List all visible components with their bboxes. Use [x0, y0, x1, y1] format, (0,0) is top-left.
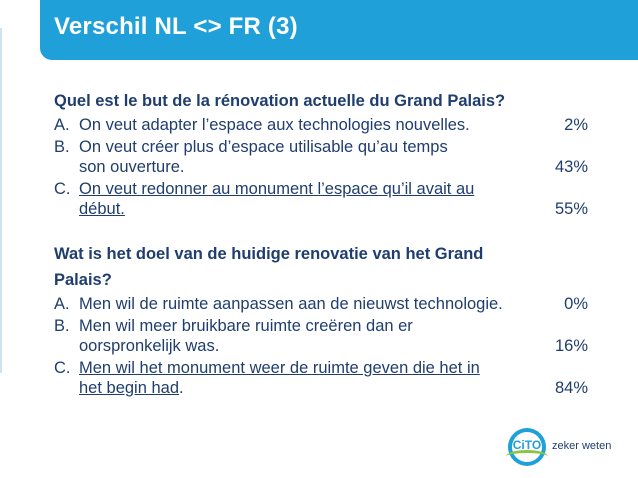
option-fr-a [54, 115, 594, 135]
option-letter: C. [54, 180, 71, 198]
option-text: Men wil de ruimte aanpassen aan de nieuwst technologie. [79, 295, 503, 313]
option-text-line2: oorspronkelijk was. [79, 337, 220, 355]
slide-title: Verschil NL <> FR (3) [54, 13, 298, 40]
cito-logo [508, 428, 546, 466]
option-percentage: 16% [554, 337, 588, 355]
option-text-line2: son ouverture. [79, 158, 185, 176]
option-text-line2: début. [79, 200, 125, 218]
question-nl-line1: Wat is het doel van de huidige renovatie van het Grand [54, 245, 484, 263]
left-divider [0, 28, 2, 373]
option-text-line1: Men wil meer bruikbare ruimte creëren dan er [79, 317, 413, 335]
option-fr-c [54, 179, 594, 219]
option-nl-b [54, 316, 594, 356]
option-percentage: 84% [554, 379, 588, 397]
logo-tagline: zeker weten [552, 440, 612, 452]
option-letter: B. [54, 138, 70, 156]
option-text-line1: Men wil het monument weer de ruimte geven die het in [79, 359, 480, 377]
option-percentage: 0% [564, 295, 588, 313]
option-text-suffix: . [179, 379, 184, 397]
question-nl-line2: Palais? [54, 271, 112, 289]
option-text: On veut adapter l’espace aux technologies nouvelles. [79, 116, 470, 134]
title-bar [40, 0, 638, 60]
option-percentage: 55% [554, 200, 588, 218]
logo-text: CiTO [512, 438, 542, 452]
option-fr-b [54, 137, 594, 177]
option-percentage: 43% [554, 158, 588, 176]
option-text-line1: On veut redonner au monument l’espace qu’il avait au [79, 180, 475, 198]
option-letter: A. [54, 116, 70, 134]
option-letter: B. [54, 317, 70, 335]
option-percentage: 2% [564, 116, 588, 134]
option-letter: C. [54, 359, 71, 377]
option-text-line1: On veut créer plus d’espace utilisable qu’au temps [79, 138, 448, 156]
option-letter: A. [54, 295, 70, 313]
slide-content [54, 88, 594, 400]
question-fr: Quel est le but de la rénovation actuelle du Grand Palais? [54, 92, 506, 110]
option-text-line2: het begin had [79, 379, 180, 397]
option-nl-a [54, 294, 594, 314]
option-nl-c [54, 358, 594, 398]
